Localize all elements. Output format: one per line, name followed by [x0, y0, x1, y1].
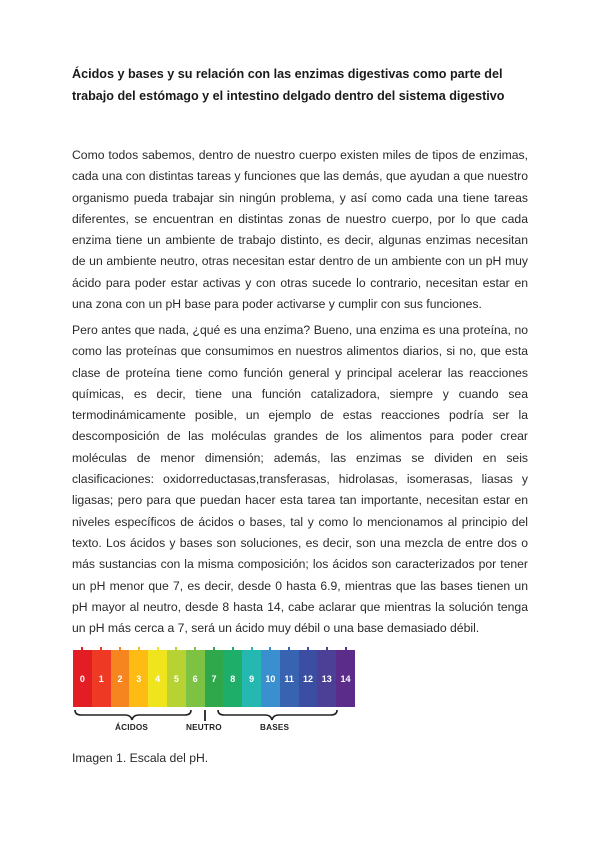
- document-title: Ácidos y bases y su relación con las enzimas digestivas como parte del trabajo del estómago y el intestino delgado dentro del sistema digestivo: [72, 67, 505, 103]
- ph-cell-8: 8: [223, 650, 242, 707]
- ph-scale-brackets: [73, 709, 343, 739]
- ph-cell-9: 9: [242, 650, 261, 707]
- ph-cell-6: 6: [186, 650, 205, 707]
- ph-cell-2: 2: [111, 650, 130, 707]
- paragraph-2: [72, 320, 528, 639]
- acidos-label: ÁCIDOS: [115, 723, 149, 732]
- ph-cell-14: 14: [336, 650, 355, 707]
- paragraph-1-text: Como todos sabemos, dentro de nuestro cuerpo existen miles de tipos de enzimas, cada una con distintas tareas y funciones que las demás, que ayudan a que nuestro organismo pueda trabajar sin ningún problema, y así como cada una tiene tareas diferentes, se encuentran en distintas zonas de nuestro cuerpo, por lo que cada enzima tiene un ambiente de trabajo distinto, es decir, algunas enzimas necesitan de un ambiente neutro, otras necesitan estar dentro de un ambiente con un pH muy ácido para poder estar activas y con otras sucede lo contrario, necesitan estar en una zona con un pH base para poder activarse y cumplir con sus funciones.: [72, 148, 528, 312]
- ph-cell-4: 4: [148, 650, 167, 707]
- bracket-lines: [73, 709, 343, 723]
- paragraph-1: [72, 145, 528, 315]
- ph-cell-11: 11: [280, 650, 299, 707]
- paragraph-2-text: Pero antes que nada, ¿qué es una enzima? Bueno, una enzima es una proteína, no como las proteínas que consumimos en nuestros alimentos diarios, si no, que esta clase de proteína tiene como función general y principal acelerar las reacciones químicas, es decir, tiene una función catalizadora, siempre y cuando sea termodinámicamente posible, un ejemplo de estas reacciones podría ser la descomposición de las moléculas grandes de los alimentos para poder crear moléculas de menor dimensión; además, las enzimas se dividen en seis clasificaciones: oxidorreductasas,transferasas, hidrolasas, isomerasas, liasas y ligasas; pero para que puedan hacer esta tarea tan importante, necesitan estar en niveles específicos de ácidos o bases, tal y como lo mencionamos al principio del texto. Los ácidos y bases son soluciones, es decir, son una mezcla de entre dos o más sustancias con la misma composición; los ácidos son caracterizados por tener un pH menor que 7, es decir, desde 0 hasta 6.9, mientras que las bases tienen un pH mayor al neutro, desde 8 hasta 14, cabe aclarar que mientras la solución tenga un pH más cerca a 7, será un ácido muy débil o una base demasiado débil.: [72, 323, 528, 636]
- ph-cell-13: 13: [317, 650, 336, 707]
- neutro-label: NEUTRO: [186, 723, 222, 732]
- ph-cell-5: 5: [167, 650, 186, 707]
- ph-scale-image: [73, 647, 351, 712]
- ph-cell-3: 3: [129, 650, 148, 707]
- ph-cell-1: 1: [92, 650, 111, 707]
- ph-cell-0: 0: [73, 650, 92, 707]
- ph-scale-cells: [73, 650, 355, 707]
- ph-cell-7: 7: [205, 650, 224, 707]
- image-caption: Imagen 1. Escala del pH.: [72, 751, 209, 765]
- bases-label: BASES: [260, 723, 290, 732]
- ph-cell-12: 12: [299, 650, 318, 707]
- ph-cell-10: 10: [261, 650, 280, 707]
